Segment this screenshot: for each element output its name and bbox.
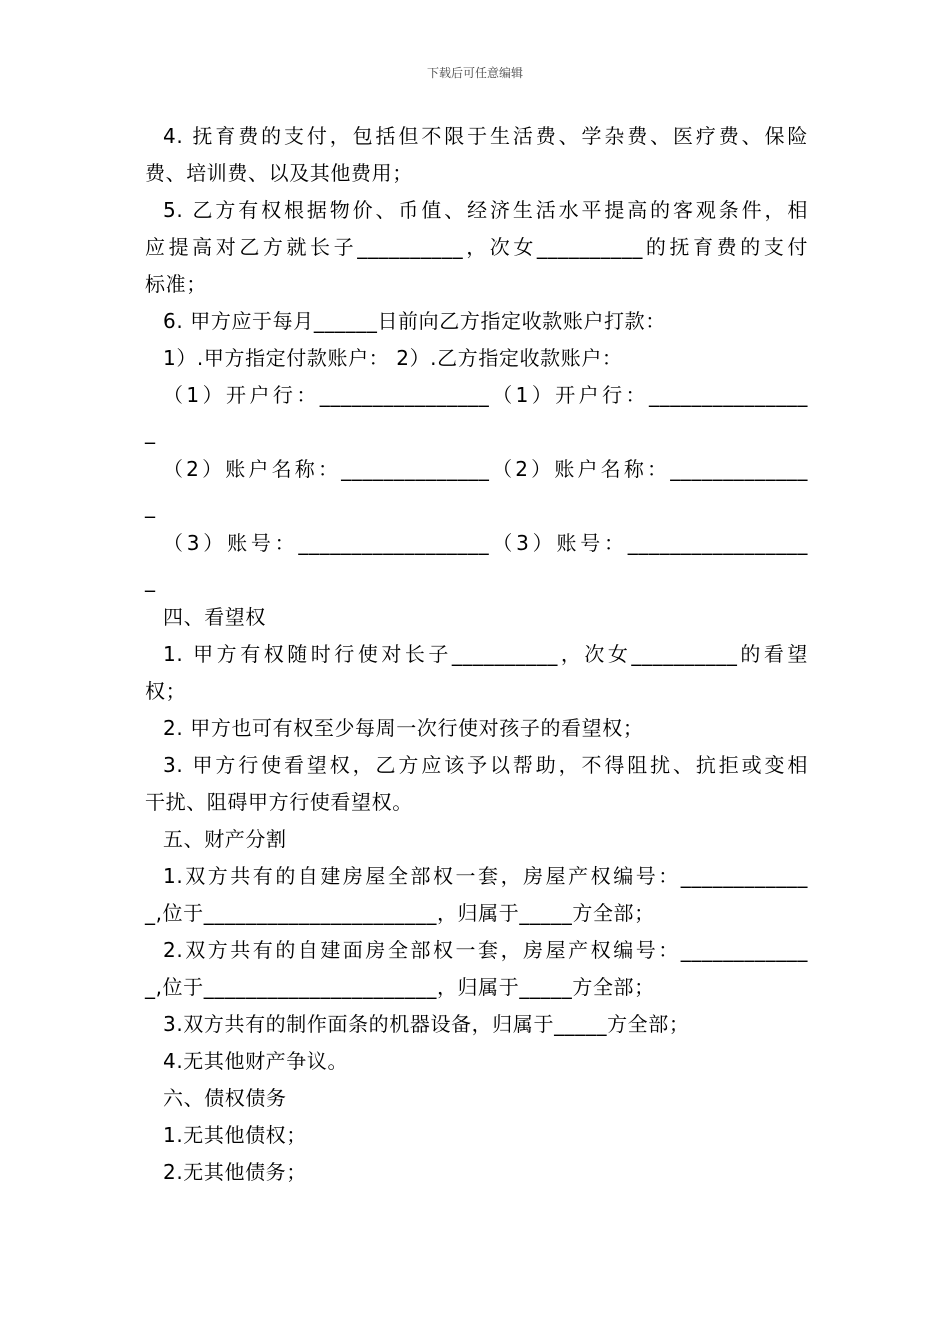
visitation-1-line-2: 权； — [145, 679, 187, 703]
property-2-line-1: 2.双方共有的自建面房全部权一套，房屋产权编号：____________ — [163, 938, 808, 962]
section-4-heading: 四、看望权 — [163, 605, 266, 629]
property-3-line: 3.双方共有的制作面条的机器设备，归属于_____方全部； — [163, 1012, 690, 1036]
clause-5-line-2: 应提高对乙方就长子__________，次女__________的抚育费的支付 — [145, 235, 808, 259]
section-5-heading: 五、财产分割 — [163, 827, 287, 851]
clause-4-line-1: 4. 抚育费的支付，包括但不限于生活费、学杂费、医疗费、保险 — [163, 124, 808, 148]
bank-line-overflow: _ — [145, 420, 156, 444]
account-name-line-overflow: _ — [145, 494, 156, 518]
property-4-line: 4.无其他财产争议。 — [163, 1049, 349, 1073]
visitation-3-line-1: 3. 甲方行使看望权，乙方应该予以帮助，不得阻扰、抗拒或变相 — [163, 753, 808, 777]
visitation-2-line: 2. 甲方也可有权至少每周一次行使对孩子的看望权； — [163, 716, 644, 740]
property-1-line-2: _,位于______________________，归属于_____方全部； — [145, 901, 655, 925]
property-1-line-1: 1.双方共有的自建房屋全部权一套，房屋产权编号：____________ — [163, 864, 808, 888]
clause-5-line-1: 5. 乙方有权根据物价、币值、经济生活水平提高的客观条件，相 — [163, 198, 808, 222]
page-header: 下载后可任意编辑 — [426, 66, 523, 80]
account-number-line: （3）账号：__________________（3）账号：_________________ — [163, 531, 808, 555]
property-2-line-2: _,位于______________________，归属于_____方全部； — [145, 975, 655, 999]
debt-1-line: 1.无其他债权； — [163, 1123, 307, 1147]
bank-line: （1）开户行：________________（1）开户行：_______________ — [163, 383, 808, 407]
visitation-3-line-2: 干扰、阻碍甲方行使看望权。 — [145, 790, 413, 814]
account-heading-line: 1）.甲方指定付款账户： 2）.乙方指定收款账户： — [163, 346, 623, 370]
account-name-line: （2）账户名称：______________（2）账户名称：_____________ — [163, 457, 808, 481]
section-6-heading: 六、债权债务 — [163, 1086, 287, 1110]
debt-2-line: 2.无其他债务； — [163, 1160, 307, 1184]
account-number-line-overflow: _ — [145, 568, 156, 592]
clause-6-line: 6. 甲方应于每月______日前向乙方指定收款账户打款： — [163, 309, 666, 333]
clause-5-line-3: 标准； — [145, 272, 207, 296]
clause-4-line-2: 费、培训费、以及其他费用； — [145, 161, 413, 185]
visitation-1-line-1: 1. 甲方有权随时行使对长子__________，次女__________的看望 — [163, 642, 808, 666]
